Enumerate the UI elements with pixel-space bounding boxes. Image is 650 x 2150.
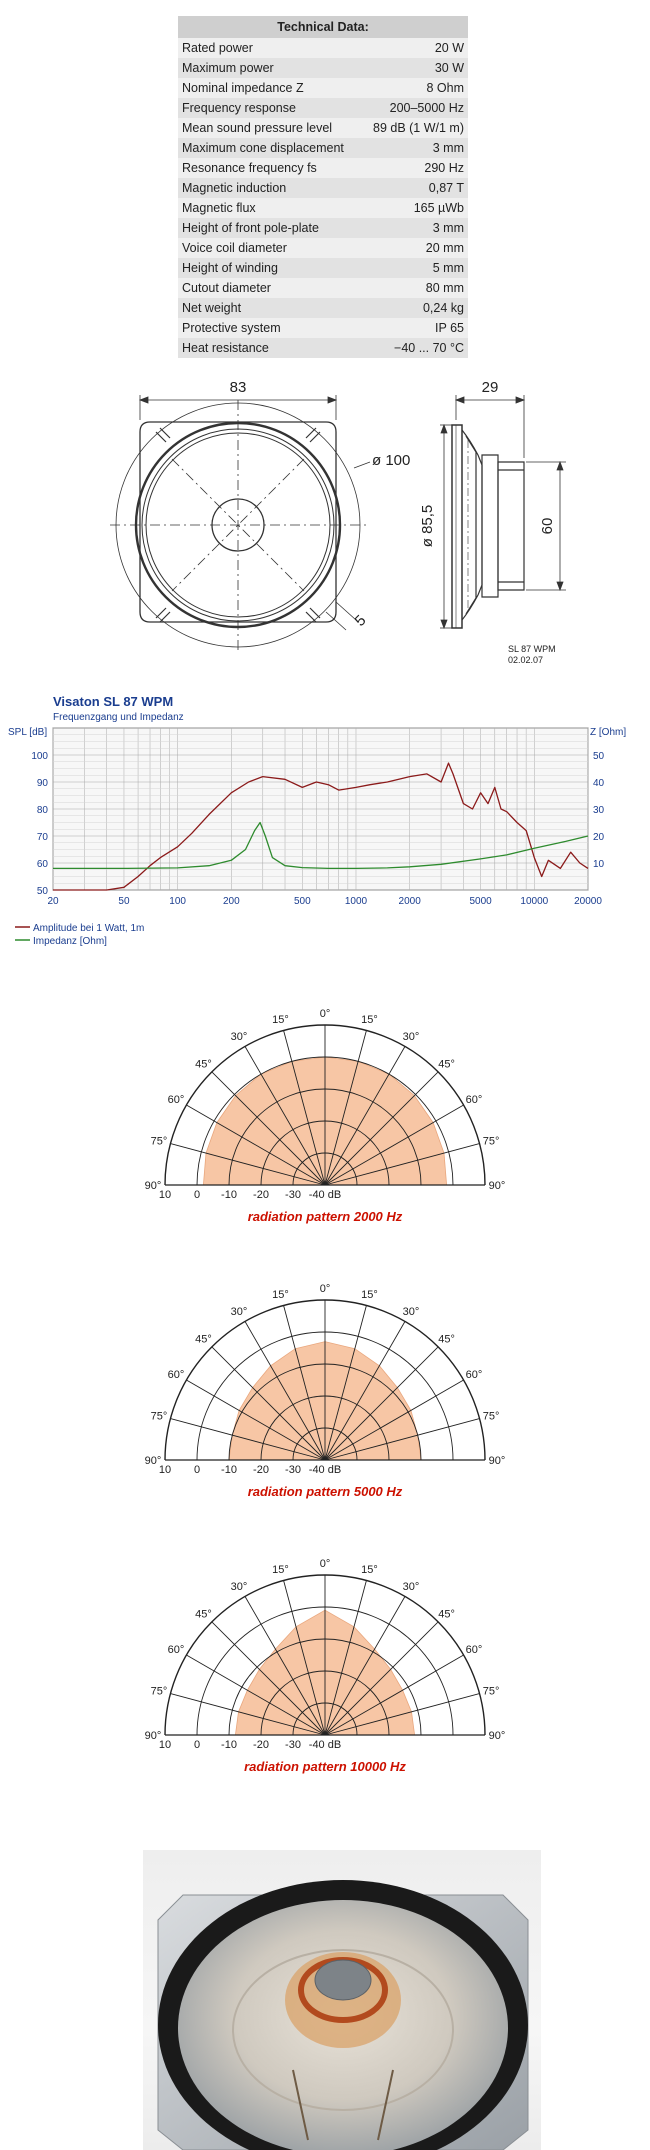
angle-tick-label: 75° <box>150 1135 168 1148</box>
hole-dimension <box>326 602 356 630</box>
angle-tick-label: 60° <box>465 1369 483 1381</box>
table-row <box>178 238 468 258</box>
pole-piece <box>315 1960 371 2000</box>
angle-tick-label: 90° <box>488 1730 506 1742</box>
y2-tick-label: 50 <box>593 751 605 762</box>
angle-tick-label: 60° <box>167 1094 185 1106</box>
x-tick-label: 2000 <box>398 896 421 907</box>
angle-tick-label: 30° <box>402 1031 420 1043</box>
chart-subtitle: Frequenzgang und Impedanz <box>53 712 184 723</box>
angle-tick-label: 75° <box>482 1685 500 1698</box>
row-label: Mean sound pressure level <box>178 118 361 138</box>
y2-tick-label: 30 <box>593 805 605 816</box>
table-row <box>178 178 468 198</box>
angle-tick-label: 75° <box>482 1135 500 1148</box>
y-tick-label: 80 <box>36 805 48 816</box>
radial-tick-label: -10 <box>221 1189 237 1201</box>
angle-tick-label: 30° <box>402 1306 420 1318</box>
y-tick-label: 60 <box>36 859 48 870</box>
angle-tick-label: 30° <box>230 1031 248 1043</box>
radial-tick-label: -40 dB <box>308 1189 342 1201</box>
x-tick-label: 200 <box>222 896 240 907</box>
model-label: SL 87 WPM <box>508 644 556 654</box>
row-label: Nominal impedance Z <box>178 78 361 98</box>
radial-tick-label: 10 <box>158 1739 172 1751</box>
table-row <box>178 158 468 178</box>
technical-data-table <box>178 16 468 358</box>
row-value: 30 W <box>361 58 468 78</box>
y-tick-label: 70 <box>36 832 48 843</box>
angle-tick-label: 30° <box>402 1581 420 1593</box>
table-row <box>178 318 468 338</box>
row-label: Rated power <box>178 38 361 58</box>
row-label: Magnetic induction <box>178 178 361 198</box>
angle-tick-label: 90° <box>144 1180 162 1192</box>
angle-tick-label: 60° <box>167 1369 185 1381</box>
angle-tick-label: 45° <box>195 1333 212 1346</box>
date-label: 02.02.07 <box>508 655 544 665</box>
radiation-pattern-2000hz <box>0 985 650 1230</box>
row-label: Height of front pole-plate <box>178 218 361 238</box>
angle-tick-label: 0° <box>319 1283 331 1295</box>
y2-axis-label: Z [Ohm] <box>590 727 627 738</box>
table-row <box>178 38 468 58</box>
row-value: 89 dB (1 W/1 m) <box>361 118 468 138</box>
table-row <box>178 298 468 318</box>
y2-tick-label: 10 <box>593 859 605 870</box>
circle-diameter-label: ø 100 <box>372 452 411 469</box>
radial-tick-label: -30 <box>285 1464 301 1476</box>
legend <box>15 923 144 947</box>
angle-tick-label: 45° <box>195 1608 212 1621</box>
radial-tick-label: 10 <box>158 1189 172 1201</box>
radial-tick-label: -30 <box>285 1189 301 1201</box>
radiation-pattern-10000hz <box>0 1535 650 1780</box>
angle-tick-label: 45° <box>438 1333 455 1346</box>
y2-tick-label: 40 <box>593 778 605 789</box>
row-label: Resonance frequency fs <box>178 158 361 178</box>
angle-tick-label: 75° <box>150 1685 168 1698</box>
row-value: 0,87 T <box>361 178 468 198</box>
x-tick-label: 5000 <box>469 896 492 907</box>
row-label: Magnetic flux <box>178 198 361 218</box>
radial-tick-label: -20 <box>253 1464 269 1476</box>
x-tick-label: 20000 <box>574 896 602 907</box>
angle-tick-label: 45° <box>438 1608 455 1621</box>
angle-tick-label: 90° <box>488 1180 506 1192</box>
angle-tick-label: 60° <box>465 1644 483 1656</box>
row-value: 290 Hz <box>361 158 468 178</box>
pattern-caption: radiation pattern 2000 Hz <box>247 1209 403 1224</box>
row-value: 20 W <box>361 38 468 58</box>
angle-tick-label: 15° <box>361 1563 378 1576</box>
table-row <box>178 58 468 78</box>
radial-tick-label: -20 <box>253 1739 269 1751</box>
angle-tick-label: 45° <box>438 1058 455 1071</box>
row-value: 165 µWb <box>361 198 468 218</box>
x-tick-label: 500 <box>293 896 311 907</box>
row-label: Voice coil diameter <box>178 238 361 258</box>
row-label: Net weight <box>178 298 361 318</box>
legend-amplitude-label: Amplitude bei 1 Watt, 1m <box>33 923 145 934</box>
y-tick-label: 50 <box>36 886 48 897</box>
radial-tick-label: 0 <box>193 1464 201 1476</box>
radial-tick-label: 0 <box>193 1739 201 1751</box>
y2-tick-labels <box>593 751 605 870</box>
angle-tick-label: 75° <box>482 1410 500 1423</box>
row-value: 3 mm <box>361 138 468 158</box>
y-axis-label: SPL [dB] <box>8 727 48 738</box>
angle-tick-label: 15° <box>361 1013 378 1026</box>
angle-tick-label: 75° <box>150 1410 168 1423</box>
y-tick-label: 90 <box>36 778 48 789</box>
row-label: Protective system <box>178 318 361 338</box>
table-row <box>178 98 468 118</box>
radiation-pattern-5000hz <box>0 1260 650 1505</box>
row-value: 0,24 kg <box>361 298 468 318</box>
technical-drawing <box>0 370 650 675</box>
row-label: Height of winding <box>178 258 361 278</box>
side-view <box>452 425 524 628</box>
radial-tick-label: -40 dB <box>308 1739 342 1751</box>
row-value: 20 mm <box>361 238 468 258</box>
y-tick-label: 100 <box>31 751 48 762</box>
radial-tick-label: -30 <box>285 1739 301 1751</box>
radial-tick-label: -20 <box>253 1189 269 1201</box>
angle-tick-label: 60° <box>167 1644 185 1656</box>
row-value: 200–5000 Hz <box>361 98 468 118</box>
circle-leader <box>354 462 370 468</box>
pattern-caption: radiation pattern 5000 Hz <box>247 1484 403 1499</box>
angle-tick-label: 0° <box>319 1558 331 1570</box>
radial-tick-label: 0 <box>193 1189 201 1201</box>
legend-impedance-label: Impedanz [Ohm] <box>33 936 107 947</box>
angle-tick-label: 90° <box>144 1730 162 1742</box>
x-tick-label: 1000 <box>344 896 368 907</box>
angle-tick-label: 60° <box>465 1094 483 1106</box>
angle-tick-label: 0° <box>319 1008 331 1020</box>
table-row <box>178 338 468 358</box>
y2-tick-label: 20 <box>593 832 605 843</box>
row-value: 3 mm <box>361 218 468 238</box>
radial-tick-label: 10 <box>158 1464 172 1476</box>
row-value: IP 65 <box>361 318 468 338</box>
depth-label: 29 <box>481 379 499 396</box>
row-value: −40 ... 70 °C <box>361 338 468 358</box>
angle-tick-label: 15° <box>272 1563 289 1576</box>
row-value: 5 mm <box>361 258 468 278</box>
table-row <box>178 278 468 298</box>
row-label: Cutout diameter <box>178 278 361 298</box>
x-tick-label: 100 <box>169 896 186 907</box>
x-tick-label: 50 <box>118 896 130 907</box>
angle-tick-label: 30° <box>230 1581 248 1593</box>
side-dimensions <box>440 395 566 628</box>
hole-label: 5 <box>351 611 370 630</box>
frequency-response-chart <box>0 690 650 960</box>
radial-tick-label: -10 <box>221 1739 237 1751</box>
angle-tick-label: 15° <box>272 1013 289 1026</box>
radial-tick-label: -40 dB <box>308 1464 342 1476</box>
y-tick-labels <box>31 751 48 897</box>
centerlines <box>110 400 366 650</box>
table-title: Technical Data: <box>178 16 468 38</box>
row-label: Maximum power <box>178 58 361 78</box>
table-row <box>178 218 468 238</box>
row-label: Heat resistance <box>178 338 361 358</box>
row-value: 80 mm <box>361 278 468 298</box>
product-photo <box>143 1850 541 2150</box>
table-body <box>178 38 468 358</box>
angle-tick-label: 90° <box>144 1455 162 1467</box>
table-row <box>178 138 468 158</box>
x-tick-labels <box>47 896 602 907</box>
radial-tick-label: -10 <box>221 1464 237 1476</box>
magnet-label: 60 <box>539 517 556 535</box>
table-row <box>178 198 468 218</box>
diameter-label: ø 85,5 <box>419 504 436 548</box>
angle-tick-label: 15° <box>361 1288 378 1301</box>
row-label: Maximum cone displacement <box>178 138 361 158</box>
chart-title: Visaton SL 87 WPM <box>53 694 174 709</box>
table-row <box>178 118 468 138</box>
pattern-caption: radiation pattern 10000 Hz <box>244 1759 406 1774</box>
row-value: 8 Ohm <box>361 78 468 98</box>
width-label: 83 <box>229 379 247 396</box>
angle-tick-label: 15° <box>272 1288 289 1301</box>
row-label: Frequency response <box>178 98 361 118</box>
table-row <box>178 258 468 278</box>
angle-tick-label: 45° <box>195 1058 212 1071</box>
speaker-photo-illustration <box>143 1850 541 2150</box>
x-tick-label: 10000 <box>520 896 549 907</box>
x-tick-label: 20 <box>47 896 59 907</box>
angle-tick-label: 30° <box>230 1306 248 1318</box>
table-row <box>178 78 468 98</box>
angle-tick-label: 90° <box>488 1455 506 1467</box>
